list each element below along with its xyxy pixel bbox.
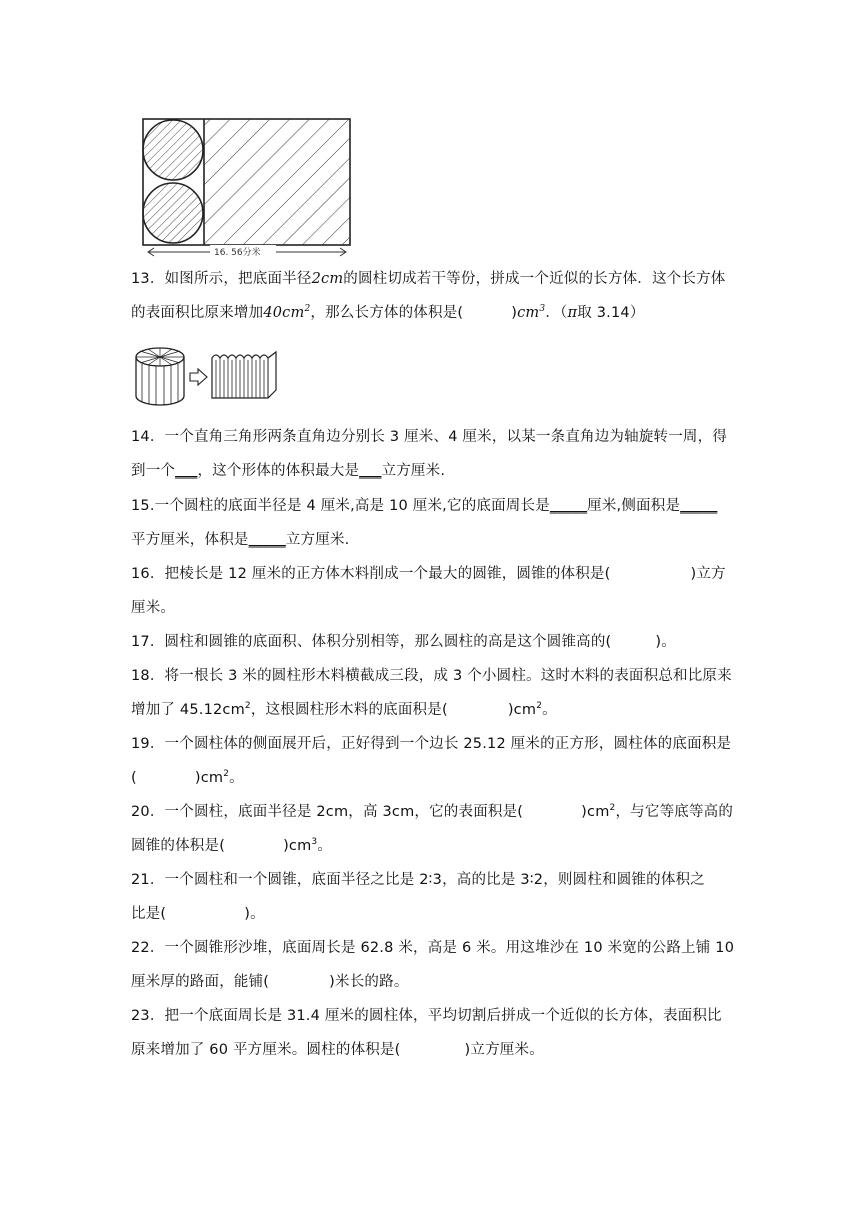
- question-21: 21．一个圆柱和一个圆锥，底面半径之比是 2∶3，高的比是 3∶2，则圆柱和圆锥的体积之 比是( )。: [131, 872, 705, 922]
- answer-blank[interactable]: _____: [248, 532, 286, 548]
- answer-blank[interactable]: _____: [549, 498, 588, 514]
- question-18: 18．将一根长 3 米的圆柱形木料横截成三段，成 3 个小圆柱。这时木料的表面积总和比原来 增加了 $45.12cm^2$，这根圆柱形木料的底面积是( )$cm^2$。: [131, 668, 732, 718]
- answer-blank[interactable]: _____: [680, 498, 718, 514]
- circle-bottom: [143, 183, 203, 243]
- figure-length-label: 16. 56分米: [214, 248, 261, 258]
- question-13: 13．如图所示，把底面半径2cm的圆柱切成若干等份，拼成一个近似的长方体．这个长方体 的表面积比原来增加$40cm^2$，那么长方体的体积是( )$cm^3$．（π取 3.14）: [131, 271, 726, 321]
- question-15: 15.一个圆柱的底面半径是 4 厘米,高是 10 厘米,它的底面周长是_____厘米,侧面积是_____ 平方厘米，体积是_____立方厘米.: [131, 498, 718, 548]
- question-22: 22．一个圆锥形沙堆，底面周长是 62.8 米，高是 6 米。用这堆沙在 10 米宽的公路上铺 10 厘米厚的路面，能铺( )米长的路。: [131, 940, 735, 990]
- cylinder-unrolled-figure: [138, 112, 354, 266]
- question-14: 14．一个直角三角形两条直角边分别长 3 厘米、4 厘米，以某一条直角边为轴旋转一周，得 到一个___，这个形体的体积最大是___立方厘米.: [131, 429, 728, 479]
- answer-blank[interactable]: ___: [175, 463, 198, 479]
- question-19: 19．一个圆柱体的侧面展开后，正好得到一个边长 25.12 厘米的正方形，圆柱体的底面积是 ( )$cm^2$。: [131, 736, 732, 786]
- question-20: 20．一个圆柱，底面半径是 2cm，高 3cm，它的表面积是( )$cm^2$，与它等底等高的 圆锥的体积是( )$cm^3$。: [131, 803, 734, 854]
- question-23: 23．把一个底面周长是 31.4 厘米的圆柱体，平均切割后拼成一个近似的长方体，表面积比 原来增加了 60 平方厘米。圆柱的体积是( )立方厘米。: [131, 1008, 722, 1058]
- question-17: 17．圆柱和圆锥的底面积、体积分别相等，那么圆柱的高是这个圆锥高的( )。: [131, 634, 676, 650]
- circle-top: [143, 120, 203, 180]
- cylinder-to-cuboid-figure: [132, 344, 282, 412]
- answer-blank[interactable]: ___: [359, 463, 382, 479]
- question-16: 16．把棱长是 12 厘米的正方体木料削成一个最大的圆锥，圆锥的体积是( )立方 厘米。: [131, 566, 726, 616]
